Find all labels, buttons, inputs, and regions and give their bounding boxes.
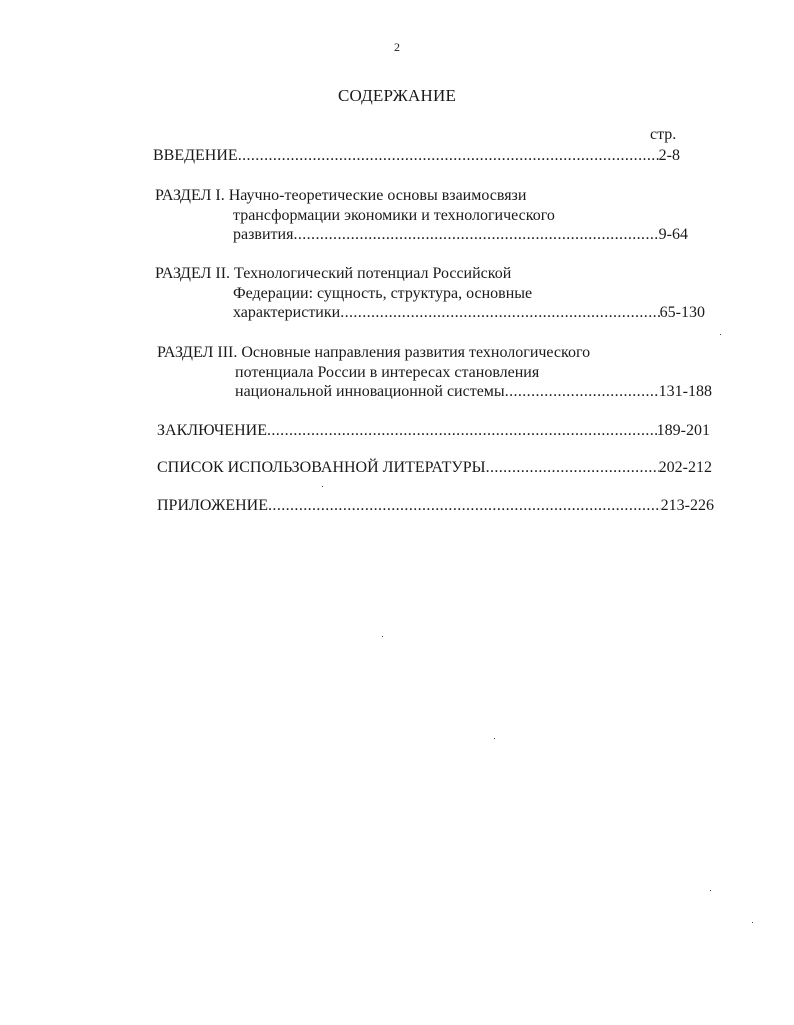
scan-speck (752, 922, 753, 923)
toc-entry-section-3[interactable] (157, 343, 712, 402)
toc-entry-references[interactable] (157, 458, 712, 478)
toc-entry-appendix[interactable] (157, 496, 714, 516)
toc-entry-pages: 189-201 (656, 422, 710, 439)
dot-leader (486, 458, 659, 478)
page-number: 2 (394, 40, 400, 54)
toc-entry-text: характеристики (233, 304, 341, 321)
toc-entry-text: национальной инновационной системы (235, 383, 505, 400)
page-title: СОДЕРЖАНИЕ (337, 86, 457, 105)
dot-leader (267, 421, 657, 441)
toc-entry-text: Федерации: сущность, структура, основные (233, 284, 533, 302)
scan-speck (494, 738, 495, 739)
toc-entry-text: потенциала России в интересах становления (235, 363, 540, 381)
toc-entry-label: СПИСОК ИСПОЛЬЗОВАННОЙ ЛИТЕРАТУРЫ (157, 459, 486, 476)
toc-entry-pages: 65-130 (659, 304, 705, 321)
scan-speck (710, 890, 711, 891)
toc-entry-heading: РАЗДЕЛ I. Научно-теоретические основы взаимосвязи (155, 187, 527, 204)
toc-entry-section-1[interactable] (155, 186, 688, 245)
scan-speck (322, 486, 323, 487)
scan-speck (382, 636, 383, 637)
dot-leader (293, 225, 658, 245)
toc-entry-heading: РАЗДЕЛ II. Технологический потенциал Российской (155, 265, 512, 282)
toc-entry-pages: 9-64 (658, 226, 688, 243)
toc-entry-conclusion[interactable] (157, 421, 710, 441)
toc-entry-label: ВВЕДЕНИЕ (153, 147, 238, 164)
dot-leader (340, 303, 659, 323)
toc-entry-text: развития (233, 226, 294, 243)
dot-leader (238, 146, 659, 166)
toc-entry-text: трансформации экономики и технологического (233, 206, 555, 224)
dot-leader (268, 496, 661, 516)
toc-entry-heading: РАЗДЕЛ III. Основные направления развития технологического (157, 344, 591, 361)
toc-entry-introduction[interactable] (153, 146, 680, 166)
toc-entry-label: ЗАКЛЮЧЕНИЕ (157, 422, 267, 439)
toc-entry-pages: 131-188 (658, 383, 712, 400)
toc-entry-pages: 213-226 (660, 497, 714, 514)
dot-leader (505, 382, 659, 402)
toc-entry-label: ПРИЛОЖЕНИЕ (157, 497, 269, 514)
toc-entry-pages: 2-8 (658, 147, 680, 164)
toc-entry-section-2[interactable] (155, 264, 705, 323)
pages-column-header: стр. (650, 126, 677, 143)
toc-entry-pages: 202-212 (658, 459, 712, 476)
scan-speck (720, 334, 721, 335)
